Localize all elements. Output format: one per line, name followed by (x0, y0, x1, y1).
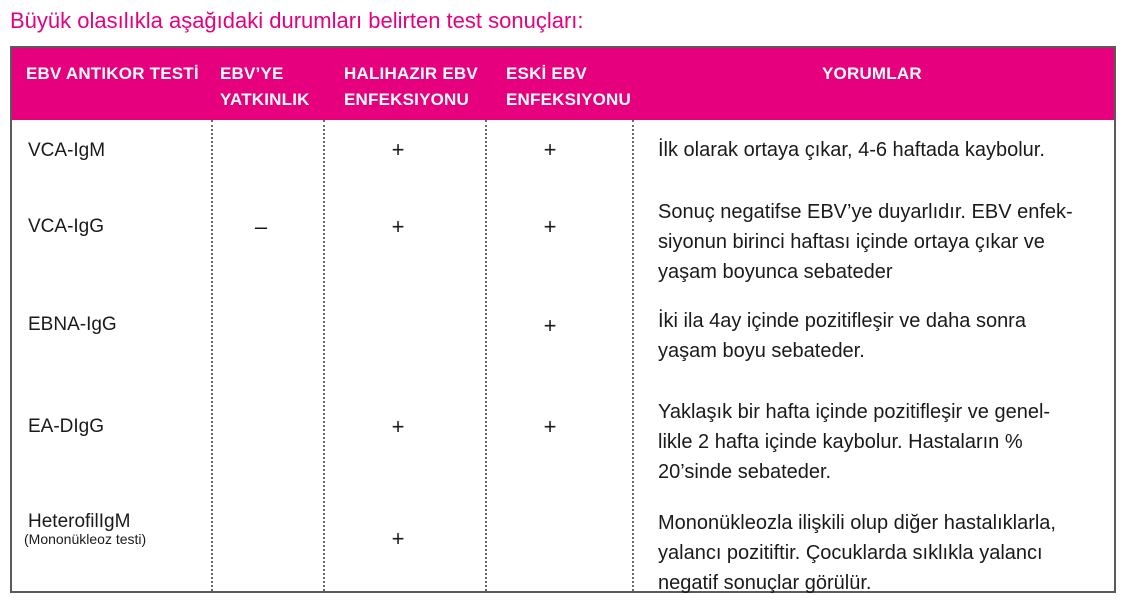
table-header (12, 48, 1114, 120)
header-susceptibility (220, 61, 310, 113)
column-divider (323, 120, 325, 591)
past-infection-mark: + (543, 137, 557, 162)
comment-line: İlk olarak ortaya çıkar, 4-6 haftada kaybolur. (658, 139, 1045, 161)
test-name: VCA-IgG (28, 216, 105, 237)
table-caption: Büyük olasılıkla aşağıdaki durumları belirten test sonuçları: (10, 8, 584, 33)
current-infection-mark: + (391, 137, 405, 162)
header-susceptibility-line-2: YATKINLIK (220, 90, 310, 109)
header-comments-line: YORUMLAR (822, 64, 922, 83)
test-name: EA-DIgG (28, 416, 105, 437)
comment (658, 135, 1045, 165)
past-infection-mark: + (543, 214, 557, 239)
header-current-line-2: ENFEKSIYONU (344, 90, 469, 109)
comment (658, 306, 1026, 366)
header-past-line-2: ENFEKSIYONU (506, 90, 631, 109)
past-infection-mark: + (543, 313, 557, 338)
comment-line: likle 2 hafta içinde kaybolur. Hastaların % (658, 431, 1023, 453)
current-infection-mark: + (391, 414, 405, 439)
comment-line: İki ila 4ay içinde pozitifleşir ve daha sonra (658, 310, 1026, 332)
comment-line: yaşam boyunca sebateder (658, 261, 893, 283)
column-divider (632, 120, 634, 591)
column-divider (485, 120, 487, 591)
comment-line: siyonun birinci haftası içinde ortaya çıkar ve (658, 231, 1045, 253)
column-divider (211, 120, 213, 591)
comment-line: yalancı pozitiftir. Çocuklarda sıklıkla yalancı (658, 542, 1043, 564)
header-comments (822, 61, 922, 87)
header-test (26, 61, 199, 87)
susceptibility-mark: – (254, 214, 268, 239)
comment-line: Mononükleozla ilişkili olup diğer hastalıklarla, (658, 512, 1056, 534)
current-infection-mark: + (391, 526, 405, 551)
header-past-infection (506, 61, 631, 113)
header-past-line-1: ESKİ EBV (506, 64, 587, 83)
test-note: (Mononükleoz testi) (24, 531, 147, 547)
test-name: EBNA-IgG (28, 314, 117, 335)
comment-line: Sonuç negatifse EBV’ye duyarlıdır. EBV enfek- (658, 201, 1073, 223)
comment (658, 397, 1050, 487)
comment-line: yaşam boyu sebateder. (658, 340, 865, 362)
comment (658, 508, 1056, 598)
header-current-infection (344, 61, 478, 113)
comment-line: Yaklaşık bir hafta içinde pozitifleşir ve genel- (658, 401, 1051, 423)
header-test-line: EBV ANTIKOR TESTİ (26, 64, 199, 83)
ebv-antibody-table (10, 46, 1116, 593)
comment-line: negatif sonuçlar görülür. (658, 572, 872, 594)
test-name: HeterofilIgM (28, 511, 131, 532)
past-infection-mark: + (543, 414, 557, 439)
header-susceptibility-line-1: EBV’YE (220, 64, 284, 83)
comment-line: 20’sinde sebateder. (658, 461, 832, 483)
header-current-line-1: HALIHAZIR EBV (344, 64, 478, 83)
current-infection-mark: + (391, 214, 405, 239)
test-name: VCA-IgM (28, 140, 106, 161)
comment (658, 197, 1073, 287)
